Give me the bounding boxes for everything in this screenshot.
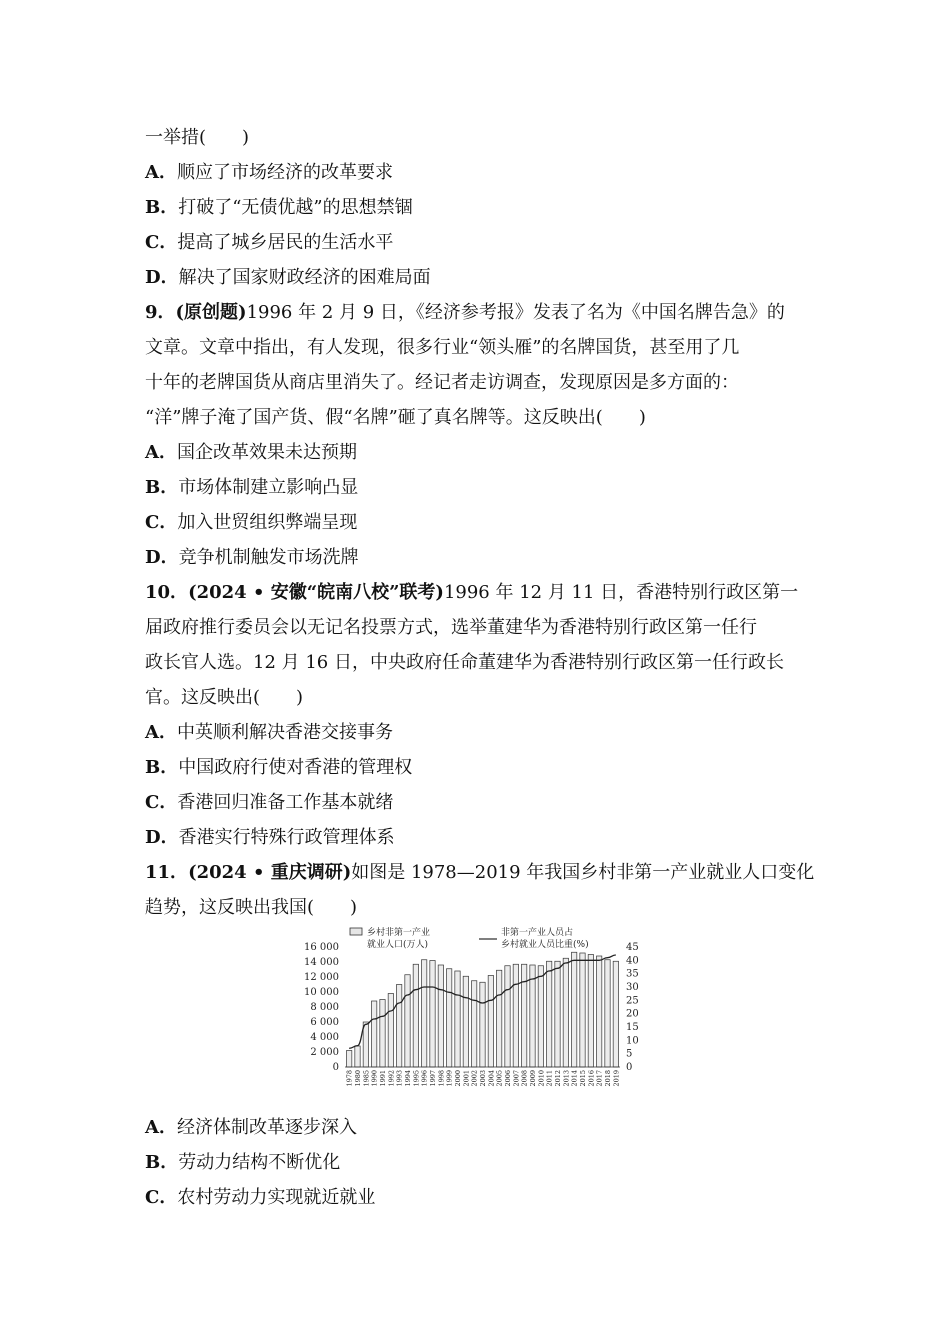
x-axis-tick-label: 1992	[387, 1070, 396, 1087]
left-axis-tick-label: 4 000	[310, 1032, 339, 1043]
q10-stem	[145, 575, 810, 715]
bar	[530, 965, 535, 1067]
bar	[430, 961, 435, 1068]
bar	[538, 966, 543, 1067]
option-text: 提高了城乡居民的生活水平	[177, 232, 394, 253]
q11-options	[145, 1110, 810, 1215]
x-axis-tick-label: 2001	[462, 1070, 471, 1087]
option-text: 顺应了市场经济的改革要求	[176, 162, 393, 183]
option-text: 打破了“无债优越”的思想禁锢	[178, 197, 413, 218]
q9-source: (原创题)	[175, 302, 247, 323]
bar	[347, 1051, 352, 1068]
bar	[480, 982, 485, 1067]
q9-options	[145, 435, 810, 575]
q10-options	[145, 715, 810, 855]
x-axis-tick-label: 2004	[487, 1070, 496, 1087]
x-axis-tick-label: 1993	[395, 1070, 404, 1087]
bar	[372, 1001, 377, 1067]
x-axis-tick-label: 2008	[520, 1070, 529, 1087]
x-axis-tick-label: 2018	[604, 1070, 612, 1087]
bar	[522, 964, 527, 1067]
option-text: 经济体制改革逐步深入	[176, 1117, 357, 1138]
option-letter: B．	[145, 1152, 179, 1173]
bar	[597, 956, 602, 1067]
option-text: 加入世贸组织弊端呈现	[177, 512, 358, 533]
q8-stem-tail: 一举措( )	[145, 127, 250, 148]
right-axis-tick-label: 40	[626, 955, 639, 967]
q11-source: (2024 • 重庆调研)	[188, 862, 352, 883]
legend-bar-swatch	[350, 928, 362, 935]
bar	[422, 960, 427, 1067]
x-axis-tick-label: 2005	[495, 1070, 504, 1087]
option-text: 农村劳动力实现就近就业	[177, 1187, 376, 1208]
chart-legend	[350, 926, 589, 950]
q11-stem	[145, 855, 815, 925]
x-axis-tick-label: 1994	[404, 1070, 412, 1087]
option-text: 中国政府行使对香港的管理权	[178, 757, 413, 778]
option-text: 竞争机制触发市场洗牌	[178, 547, 359, 568]
bar-series	[345, 952, 620, 1067]
left-axis-tick-label: 2 000	[310, 1047, 339, 1058]
q10-line-2: 届政府推行委员会以无记名投票方式，选举董建华为香港特别行政区第一任行	[145, 617, 757, 638]
option-letter: C．	[145, 512, 178, 533]
option-letter: D．	[145, 267, 179, 288]
option-letter: D．	[145, 827, 179, 848]
q11-option-a[interactable]	[145, 1110, 810, 1145]
x-axis-tick-label: 1996	[420, 1070, 429, 1087]
q8-options	[145, 155, 810, 295]
x-axis-ticks	[346, 1070, 621, 1087]
q10-option-d[interactable]	[145, 820, 810, 855]
x-axis-tick-label: 1995	[412, 1070, 421, 1087]
option-letter: A．	[145, 722, 177, 743]
right-axis-tick-label: 0	[626, 1062, 633, 1073]
option-letter: C．	[145, 1187, 178, 1208]
bar	[463, 976, 468, 1067]
x-axis-tick-label: 1990	[370, 1070, 379, 1087]
q11-text: 如图是 1978—2019 年我国乡村非第一产业就业人口变化	[351, 862, 815, 883]
x-axis-tick-label: 2007	[512, 1070, 521, 1087]
x-axis-tick-label: 1980	[354, 1070, 362, 1087]
option-letter: B．	[145, 477, 179, 498]
x-axis-tick-label: 1985	[362, 1070, 371, 1087]
bar	[397, 985, 402, 1068]
q11-option-b[interactable]	[145, 1145, 810, 1180]
x-axis-tick-label: 2017	[595, 1070, 604, 1087]
option-letter: D．	[145, 547, 179, 568]
bar	[547, 961, 552, 1067]
option-letter: A．	[145, 442, 177, 463]
bar	[455, 971, 460, 1067]
right-axis-tick-label: 5	[626, 1048, 633, 1060]
bar	[488, 976, 493, 1068]
q8-option-a[interactable]	[145, 155, 810, 190]
x-axis-tick-label: 2011	[545, 1070, 554, 1087]
q10-option-c[interactable]	[145, 785, 810, 820]
bar	[438, 965, 443, 1067]
q9-line-3: 十年的老牌国货从商店里消失了。经记者走访调查，发现原因是多方面的：	[145, 372, 739, 393]
q9-stem	[145, 295, 810, 435]
employment-chart	[145, 925, 810, 1110]
bar	[613, 961, 618, 1067]
legend-bar-label-2: 就业人口(万人)	[367, 940, 429, 950]
right-axis-tick-label: 30	[626, 982, 639, 993]
x-axis-tick-label: 2016	[587, 1070, 596, 1087]
x-axis-tick-label: 1997	[429, 1070, 437, 1087]
x-axis-tick-label: 2010	[537, 1070, 546, 1087]
right-axis-tick-label: 10	[626, 1035, 639, 1047]
bar	[513, 964, 518, 1067]
option-letter: A．	[145, 162, 177, 183]
q10-source: (2024 • 安徽“皖南八校”联考)	[188, 582, 444, 603]
q10-line-1	[145, 575, 810, 610]
left-axis-tick-label: 14 000	[304, 957, 339, 968]
q8-option-c[interactable]	[145, 225, 810, 260]
option-letter: C．	[145, 792, 178, 813]
q9-text: 1996 年 2 月 9 日，《经济参考报》发表了名为《中国名牌告急》的	[246, 302, 785, 323]
x-axis-tick-label: 2003	[479, 1070, 487, 1087]
x-axis-tick-label: 2014	[570, 1070, 579, 1087]
bar	[505, 966, 510, 1067]
left-axis-tick-label: 8 000	[310, 1002, 339, 1013]
x-axis-tick-label: 2013	[562, 1070, 571, 1087]
left-axis	[304, 942, 339, 1073]
left-axis-tick-label: 16 000	[304, 942, 339, 953]
x-axis-tick-label: 2000	[454, 1070, 462, 1087]
bar	[497, 970, 502, 1067]
legend-bar-label-1: 乡村非第一产业	[367, 928, 431, 938]
x-axis-tick-label: 2015	[579, 1070, 587, 1087]
q11-number: 11．	[145, 862, 189, 883]
option-text: 劳动力结构不断优化	[178, 1152, 341, 1173]
bar	[580, 953, 585, 1067]
x-axis-tick-label: 1991	[379, 1070, 387, 1087]
right-axis-tick-label: 45	[626, 942, 639, 953]
left-axis-tick-label: 10 000	[304, 987, 339, 998]
q11-line-1	[145, 855, 815, 890]
x-axis-tick-label: 1998	[437, 1070, 446, 1087]
option-letter: B．	[145, 757, 179, 778]
right-axis-tick-label: 35	[626, 968, 639, 980]
q10-option-a[interactable]	[145, 715, 810, 750]
q10-text: 1996 年 12 月 11 日，香港特别行政区第一	[443, 582, 799, 603]
left-axis-tick-label: 12 000	[304, 972, 339, 983]
right-axis-tick-label: 20	[626, 1008, 639, 1020]
q9-line-1	[145, 295, 810, 330]
bar	[447, 969, 452, 1067]
q11-line-2: 趋势，这反映出我国( )	[145, 897, 358, 918]
legend-line-label-1: 非第一产业人员占	[501, 928, 574, 938]
option-text: 香港实行特殊行政管理体系	[178, 827, 395, 848]
option-text: 国企改革效果未达预期	[176, 442, 357, 463]
bar	[563, 958, 568, 1067]
q10-number: 10．	[145, 582, 189, 603]
x-axis-tick-label: 1978	[345, 1070, 354, 1087]
option-letter: C．	[145, 232, 178, 253]
right-axis-tick-label: 25	[626, 995, 639, 1007]
bar	[555, 961, 560, 1067]
bar	[388, 994, 393, 1068]
x-axis-tick-label: 2012	[554, 1070, 562, 1087]
bar	[605, 960, 610, 1067]
q11-option-c[interactable]	[145, 1180, 810, 1215]
bar	[413, 964, 418, 1067]
option-letter: A．	[145, 1117, 177, 1138]
bar	[380, 1000, 385, 1068]
bar	[572, 952, 577, 1067]
option-text: 解决了国家财政经济的困难局面	[178, 267, 431, 288]
legend-line-label-2: 乡村就业人员比重(%)	[501, 940, 589, 950]
bar	[355, 1046, 360, 1067]
document-page	[145, 120, 815, 1215]
option-text: 市场体制建立影响凸显	[178, 477, 359, 498]
q9-option-d[interactable]	[145, 540, 810, 575]
employment-chart-svg	[145, 925, 810, 1110]
q9-line-4: “洋”牌子淹了国产货、假“名牌”砸了真名牌等。这反映出( )	[145, 407, 646, 428]
bar	[405, 975, 410, 1067]
x-axis-tick-label: 1999	[445, 1070, 454, 1087]
x-axis-tick-label: 2019	[612, 1070, 621, 1087]
q9-number: 9．	[145, 302, 176, 323]
x-axis-tick-label: 2009	[529, 1070, 537, 1087]
option-text: 中英顺利解决香港交接事务	[176, 722, 393, 743]
option-text: 香港回归准备工作基本就绪	[177, 792, 394, 813]
left-axis-tick-label: 6 000	[310, 1017, 339, 1028]
right-axis	[626, 942, 639, 1073]
bar	[588, 955, 593, 1068]
x-axis-tick-label: 2006	[504, 1070, 512, 1087]
right-axis-tick-label: 15	[626, 1022, 639, 1033]
bar	[363, 1022, 368, 1067]
q8-option-d[interactable]	[145, 260, 810, 295]
x-axis-tick-label: 2002	[470, 1070, 479, 1087]
q9-option-c[interactable]	[145, 505, 810, 540]
left-axis-tick-label: 0	[332, 1062, 339, 1073]
q10-option-b[interactable]	[145, 750, 810, 785]
q10-line-4: 官。这反映出( )	[145, 687, 304, 708]
q10-line-3: 政长官人选。12 月 16 日，中央政府任命董建华为香港特别行政区第一任行政长	[145, 652, 784, 673]
q9-line-2: 文章。文章中指出，有人发现，很多行业“领头雁”的名牌国货，甚至用了几	[145, 337, 740, 358]
q9-option-b[interactable]	[145, 470, 810, 505]
bar	[472, 981, 477, 1067]
q9-option-a[interactable]	[145, 435, 810, 470]
option-letter: B．	[145, 197, 179, 218]
q8-option-b[interactable]	[145, 190, 810, 225]
